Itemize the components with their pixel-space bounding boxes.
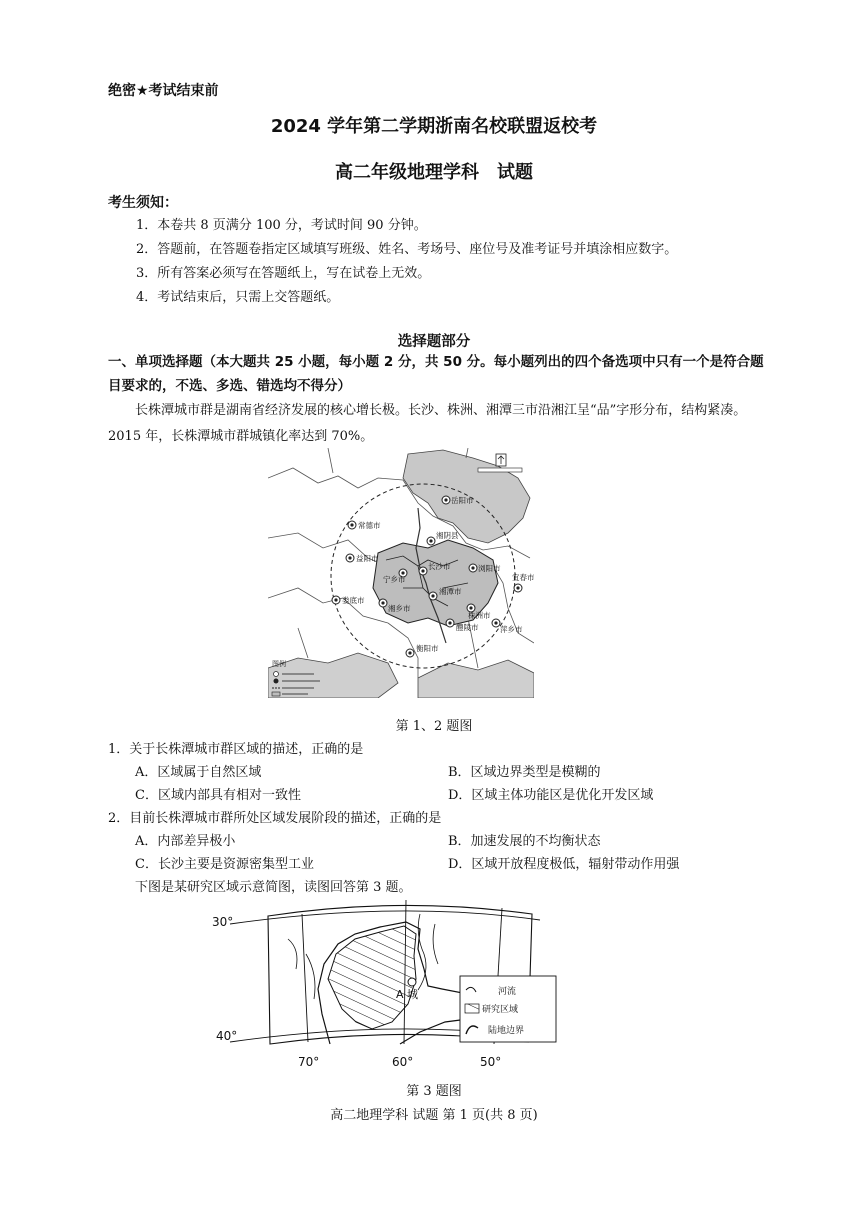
city-label: 湘阴县	[436, 531, 459, 540]
question-option: A．内部差异极小	[135, 834, 236, 849]
city-cluster-map	[268, 448, 534, 698]
research-area-map	[210, 894, 560, 1074]
notice-item: 2．答题前，在答题卷指定区域填写班级、姓名、考场号、座位号及准考证号并填涂相应数字。	[136, 242, 678, 257]
city-label: 萍乡市	[500, 625, 523, 634]
lat-label: 40°	[216, 1029, 238, 1043]
exam-title: 2024 学年第二学期浙南名校联盟返校考	[270, 116, 598, 137]
city-label: 长沙市	[428, 562, 451, 571]
legend-land-boundary: 陆地边界	[488, 1026, 525, 1036]
notice-item: 4．考试结束后，只需上交答题纸。	[136, 290, 340, 305]
lon-label: 60°	[392, 1055, 414, 1069]
city-label: 益阳市	[356, 554, 379, 563]
city-label: 宜春市	[512, 573, 534, 582]
city-label: 醴陵市	[456, 623, 479, 632]
notice-list	[136, 214, 677, 310]
city-label: 常德市	[358, 521, 381, 530]
part-heading: 一、单项选择题（本大题共 25 小题，每小题 2 分，共 50 分。每小题列出的四个备选项中只有一个是符合题目要求的，不选、多选、错选均不得分）	[108, 354, 764, 394]
notice-item: 3．所有答案必须写在答题纸上，写在试卷上无效。	[136, 266, 431, 281]
question-option: B．区域边界类型是模糊的	[448, 765, 601, 780]
question-option: B．加速发展的不均衡状态	[448, 834, 601, 849]
question-option: D．区域主体功能区是优化开发区域	[448, 788, 654, 803]
city-label: 湘乡市	[388, 604, 411, 613]
question-option: C．区域内部具有相对一致性	[135, 788, 301, 803]
legend-research-area: 研究区域	[482, 1005, 519, 1015]
legend-title: 图例	[272, 660, 286, 668]
city-label: 衡阳市	[416, 644, 439, 653]
city-label: 岳阳市	[451, 496, 474, 505]
lon-label: 70°	[298, 1055, 320, 1069]
city-a-label: A 城	[396, 988, 419, 1001]
lon-label: 50°	[480, 1055, 502, 1069]
city-label: 浏阳市	[478, 564, 501, 573]
lat-label: 30°	[212, 915, 234, 929]
city-label: 湘潭市	[439, 587, 462, 596]
exam-subtitle: 高二年级地理学科 试题	[335, 162, 533, 183]
question-option: C．长沙主要是资源密集型工业	[135, 857, 314, 872]
city-label: 娄底市	[342, 596, 365, 605]
notice-item: 1．本卷共 8 页满分 100 分，考试时间 90 分钟。	[136, 218, 427, 233]
question-stem: 2．目前长株潭城市群所处区域发展阶段的描述，正确的是	[108, 811, 442, 826]
confidential-mark: 绝密★考试结束前	[108, 83, 219, 99]
question-option: D．区域开放程度极低，辐射带动作用强	[448, 857, 680, 872]
notice-heading: 考生须知：	[108, 195, 178, 211]
page-footer: 高二地理学科 试题 第 1 页(共 8 页)	[330, 1108, 538, 1123]
city-label: 株洲市	[468, 611, 491, 620]
figure1-caption: 第 1、2 题图	[395, 719, 473, 734]
section-title: 选择题部分	[397, 334, 471, 350]
question-stem: 1．关于长株潭城市群区域的描述，正确的是	[108, 742, 364, 757]
city-label: 宁乡市	[383, 575, 406, 584]
q3-intro: 下图是某研究区域示意简图，读图回答第 3 题。	[135, 880, 412, 895]
question-option: A．区域属于自然区域	[135, 765, 262, 780]
legend-river: 河流	[498, 987, 517, 997]
intro-paragraph: 长株潭城市群是湖南省经济发展的核心增长极。长沙、株洲、湘潭三市沿湘江呈“品”字形分布，结构紧凑。2015 年，长株潭城市群城镇化率达到 70%。	[108, 403, 747, 444]
figure2-caption: 第 3 题图	[406, 1084, 462, 1099]
map-legend	[460, 976, 556, 1042]
